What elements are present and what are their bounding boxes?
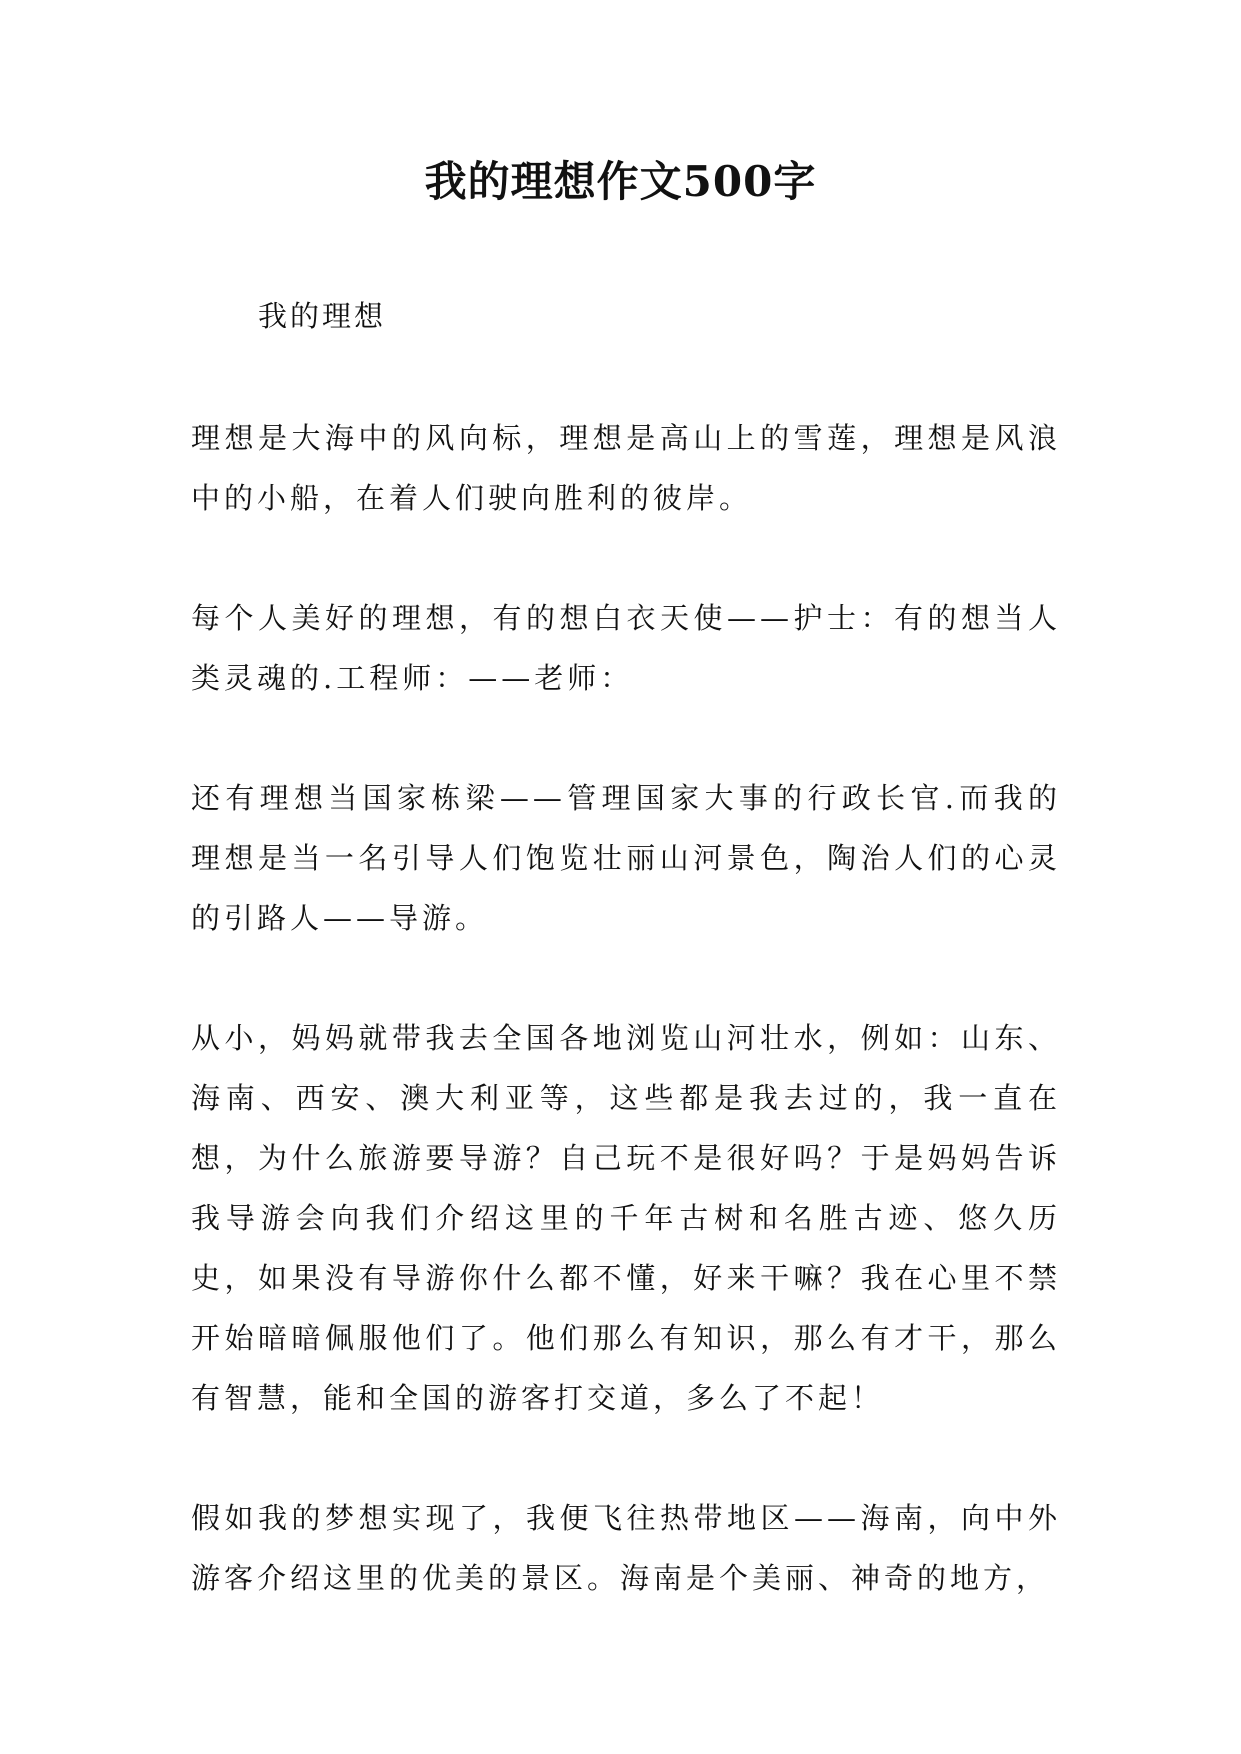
paragraph-3: 还有理想当国家栋梁——管理国家大事的行政长官.而我的理想是当一名引导人们饱览壮丽山河景色，陶治人们的心灵的引路人——导游。 bbox=[191, 781, 1061, 935]
essay-subtitle: 我的理想 bbox=[258, 299, 387, 333]
document-title: 我的理想作文500字 bbox=[424, 157, 817, 206]
essay-body bbox=[191, 408, 1061, 1668]
paragraph-1: 理想是大海中的风向标，理想是高山上的雪莲，理想是风浪中的小船，在着人们驶向胜利的彼岸。 bbox=[191, 421, 1061, 515]
paragraph-4: 从小，妈妈就带我去全国各地浏览山河壮水，例如：山东、海南、西安、澳大利亚等，这些都是我去过的，我一直在想，为什么旅游要导游？自己玩不是很好吗？于是妈妈告诉我导游会向我们介绍这里的千年古树和名胜古迹、悠久历史，如果没有导游你什么都不懂，好来干嘛？我在心里不禁开始暗暗佩服他们了。他们那么有知识，那么有才干，那么有智慧，能和全国的游客打交道，多么了不起！ bbox=[191, 1021, 1061, 1415]
paragraph-2: 每个人美好的理想，有的想白衣天使——护士：有的想当人类灵魂的.工程师：——老师： bbox=[191, 601, 1061, 695]
paragraph-5: 假如我的梦想实现了，我便飞往热带地区——海南，向中外游客介绍这里的优美的景区。海南是个美丽、神奇的地方， bbox=[191, 1501, 1061, 1595]
